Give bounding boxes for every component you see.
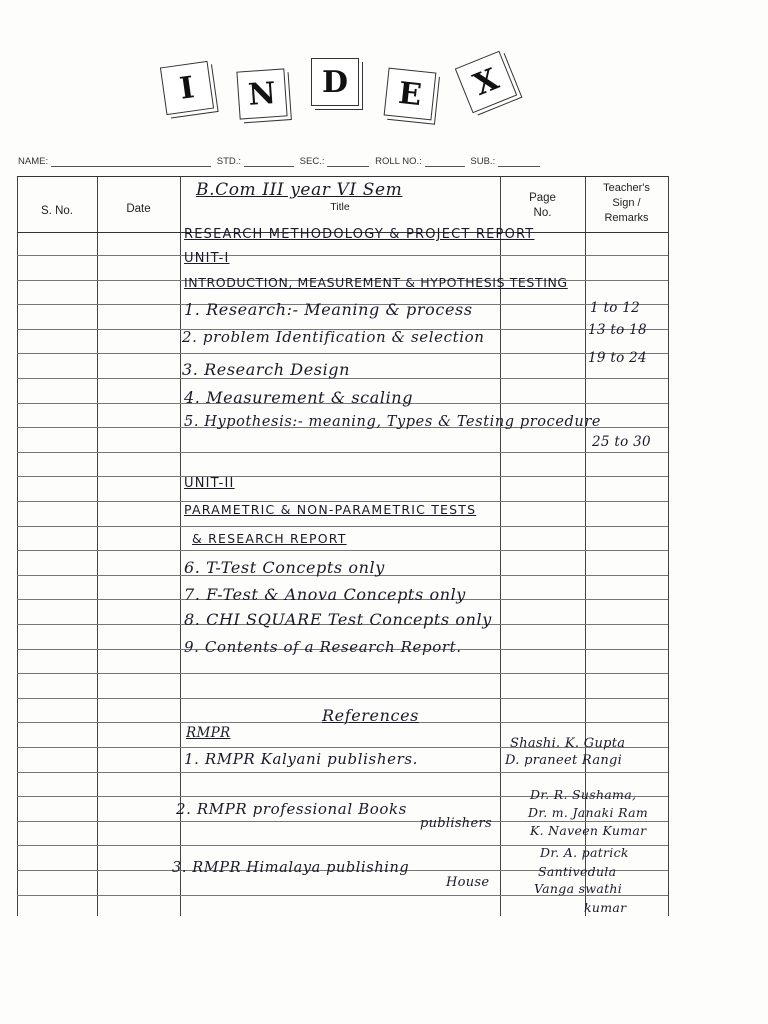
- reference-2-author-b: Dr. m. Janaki Ram: [528, 805, 648, 820]
- reference-1: 1. RMPR Kalyani publishers.: [184, 750, 419, 768]
- reference-3: 3. RMPR Himalaya publishing: [172, 860, 410, 876]
- topic-9: 9. Contents of a Research Report.: [184, 638, 462, 656]
- reference-1-author-a: Shashi. K. Gupta: [510, 736, 626, 751]
- topic-1-pages: 1 to 12: [590, 300, 641, 316]
- table-rule: [17, 176, 668, 177]
- std-label: STD.:: [216, 156, 242, 167]
- topic-3-pages: 19 to 24: [588, 350, 647, 366]
- references-heading: References: [322, 706, 419, 725]
- table-rule: [17, 255, 668, 256]
- topic-7: 7. F-Test & Anova Concepts only: [184, 585, 466, 604]
- table-rule: [17, 526, 668, 527]
- reference-3-line-b: House: [446, 875, 490, 890]
- topic-5-pages: 25 to 30: [592, 434, 651, 450]
- topic-2-pages: 13 to 18: [588, 322, 647, 338]
- reference-2-line-b: publishers: [420, 816, 492, 831]
- teacher-column-header: Teacher's Sign / Remarks: [603, 182, 650, 224]
- title-column-header: Title: [330, 201, 350, 213]
- table-rule: [17, 550, 668, 551]
- table-rule: [17, 452, 668, 453]
- roll-label: ROLL NO.:: [375, 156, 422, 167]
- topic-3: 3. Research Design: [182, 360, 351, 379]
- reference-1-author-b: D. praneet Rangi: [505, 753, 623, 768]
- topic-6: 6. T-Test Concepts only: [184, 558, 385, 577]
- banner-tile-i: I: [160, 61, 214, 115]
- banner-tile-n: N: [236, 68, 287, 119]
- page-column-header: Page No.: [529, 192, 556, 219]
- unit-1-heading: UNIT-I: [184, 251, 230, 266]
- topic-1: 1. Research:- Meaning & process: [184, 300, 473, 319]
- rmpr-label: RMPR: [186, 725, 231, 741]
- unit-2-title-b: & RESEARCH REPORT: [192, 531, 347, 546]
- sec-label: SEC.:: [299, 156, 325, 167]
- banner-tile-e: E: [384, 68, 437, 121]
- topic-4: 4. Measurement & scaling: [184, 388, 414, 407]
- sno-column-header: S. No.: [41, 205, 73, 217]
- topic-8: 8. CHI SQUARE Test Concepts only: [184, 610, 492, 629]
- topic-2: 2. problem Identification & selection: [182, 328, 485, 346]
- unit-2-heading: UNIT-II: [184, 476, 235, 491]
- table-rule: [17, 476, 668, 477]
- reference-2-author-a: Dr. R. Sushama,: [530, 787, 637, 802]
- reference-3-author-c: Vanga swathi: [534, 881, 623, 896]
- date-column-header: Date: [126, 203, 151, 215]
- table-rule: [17, 772, 668, 773]
- reference-3-author-b: Santivedula: [538, 864, 617, 879]
- reference-2-author-c: K. Naveen Kumar: [530, 823, 647, 838]
- reference-3-author-a: Dr. A. patrick: [540, 845, 629, 860]
- sub-label: SUB.:: [470, 156, 496, 167]
- banner-tile-x: X: [455, 51, 517, 113]
- course-heading: B.Com III year VI Sem: [196, 180, 403, 200]
- banner-tile-d: D: [311, 58, 359, 106]
- topic-5: 5. Hypothesis:- meaning, Types & Testing procedure: [184, 414, 602, 430]
- reference-2: 2. RMPR professional Books: [176, 800, 407, 818]
- subject-heading: RESEARCH METHODOLOGY & PROJECT REPORT: [184, 227, 535, 242]
- unit-1-title: INTRODUCTION, MEASUREMENT & HYPOTHESIS TESTING: [184, 275, 568, 290]
- name-label: NAME:: [18, 156, 49, 167]
- table-rule: [17, 698, 668, 699]
- table-rule: [17, 821, 668, 822]
- student-info-line: [18, 156, 658, 167]
- unit-2-title-a: PARAMETRIC & NON-PARAMETRIC TESTS: [184, 502, 477, 517]
- table-rule: [17, 673, 668, 674]
- reference-3-author-d: kumar: [584, 900, 627, 915]
- table-rule: [17, 353, 668, 354]
